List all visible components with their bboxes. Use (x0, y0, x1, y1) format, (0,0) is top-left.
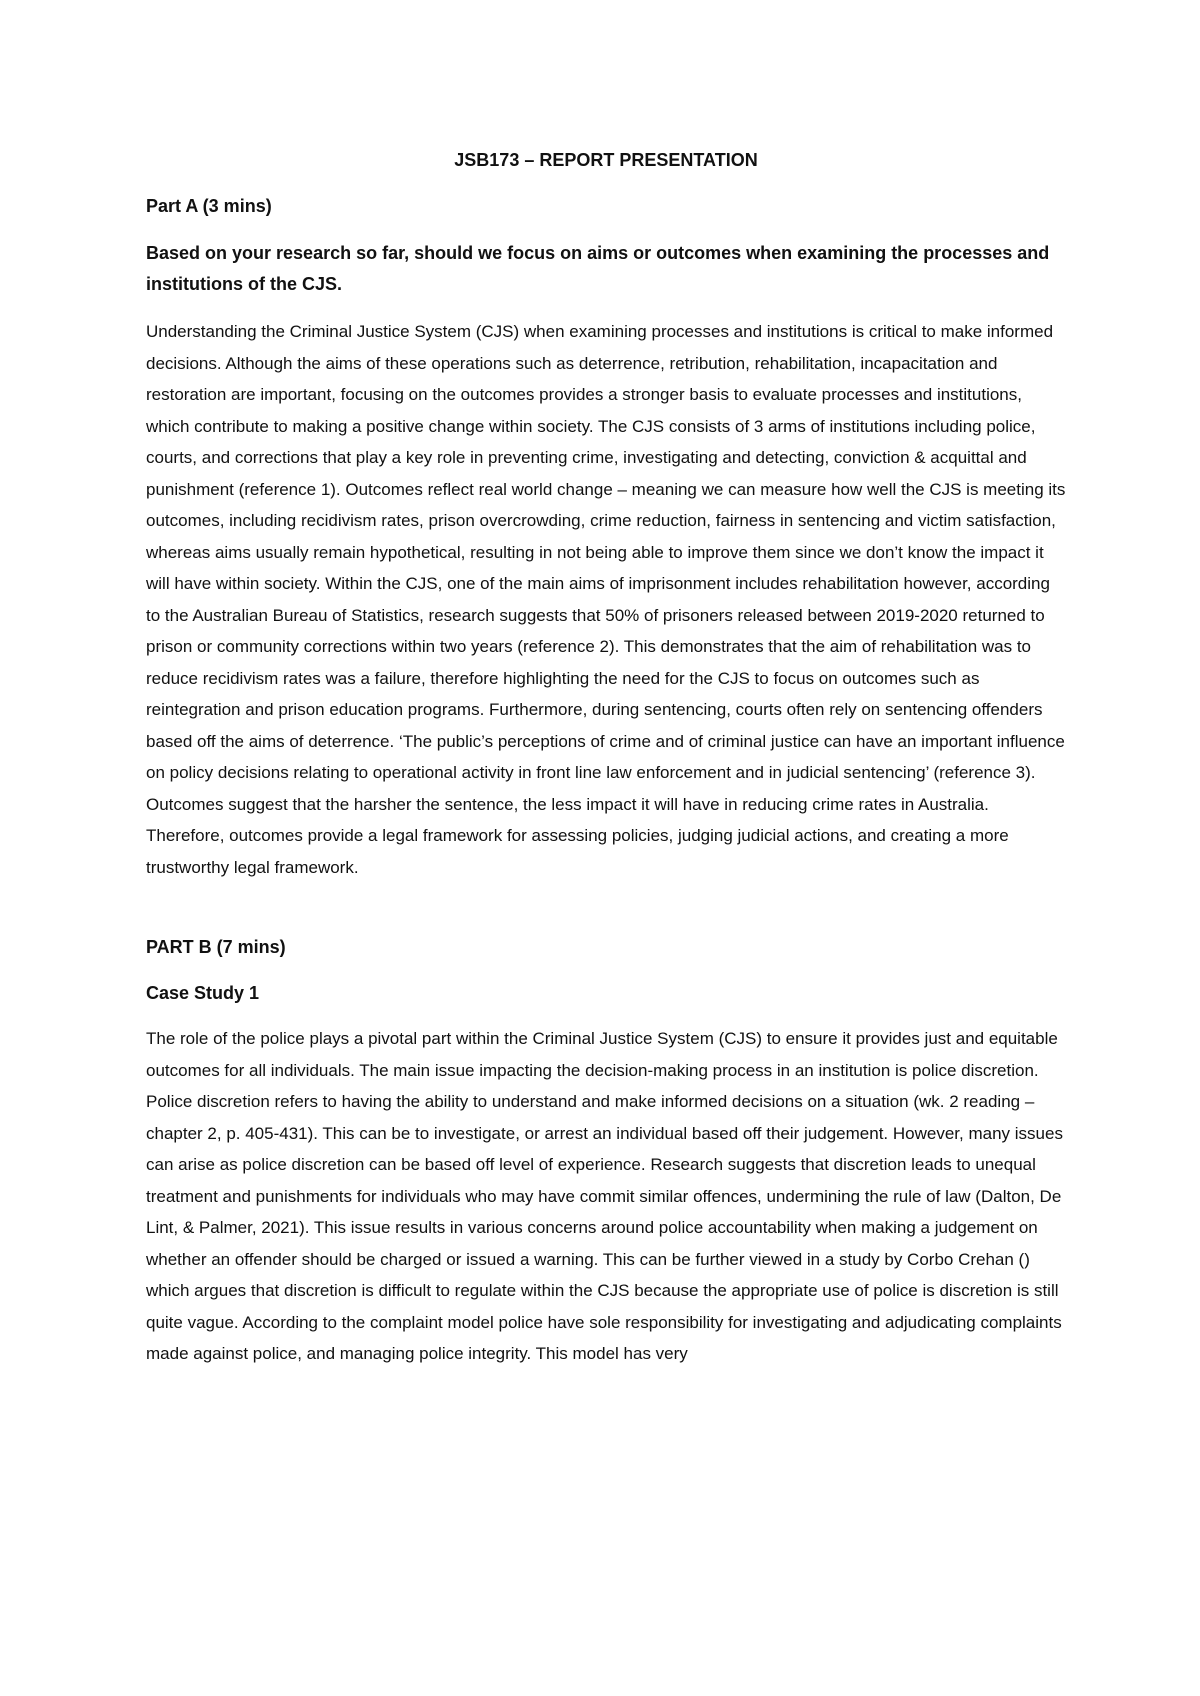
part-b-body: The role of the police plays a pivotal part within the Criminal Justice System (CJS) to ensure it provides just and equitable outcomes for all individuals. The main issue impacting the decision-making process in an institution is police discretion. Police discretion refers to having the ability to understand and make informed decisions on a situation (wk. 2 reading – chapter 2, p. 405-431). This can be to investigate, or arrest an individual based off their judgement. However, many issues can arise as police discretion can be based off level of experience. Research suggests that discretion leads to unequal treatment and punishments for individuals who may have commit similar offences, undermining the rule of law (Dalton, De Lint, & Palmer, 2021). This issue results in various concerns around police accountability when making a judgement on whether an offender should be charged or issued a warning. This can be further viewed in a study by Corbo Crehan () which argues that discretion is difficult to regulate within the CJS because the appropriate use of police is discretion is still quite vague. According to the complaint model police have sole responsibility for investigating and adjudicating complaints made against police, and managing police integrity. This model has very (146, 1029, 1063, 1363)
part-b-heading: PART B (7 mins) (146, 937, 286, 957)
part-a-body: Understanding the Criminal Justice System (CJS) when examining processes and institutions is critical to make informed decisions. Although the aims of these operations such as deterrence, retribution, rehabilitation, incapacitation and restoration are important, focusing on the outcomes provides a stronger basis to evaluate processes and institutions, which contribute to making a positive change within society. The CJS consists of 3 arms of institutions including police, courts, and corrections that play a key role in preventing crime, investigating and detecting, conviction & acquittal and punishment (reference 1). Outcomes reflect real world change – meaning we can measure how well the CJS is meeting its outcomes, including recidivism rates, prison overcrowding, crime reduction, fairness in sentencing and victim satisfaction, whereas aims usually remain hypothetical, resulting in not being able to improve them since we don’t know the impact it will have within society. Within the CJS, one of the main aims of imprisonment includes rehabilitation however, according to the Australian Bureau of Statistics, research suggests that 50% of prisoners released between 2019-2020 returned to prison or community corrections within two years (reference 2). This demonstrates that the aim of rehabilitation was to reduce recidivism rates was a failure, therefore highlighting the need for the CJS to focus on outcomes such as reintegration and prison education programs. Furthermore, during sentencing, courts often rely on sentencing offenders based off the aims of deterrence. ‘The public’s perceptions of crime and of criminal justice can have an important influence on policy decisions relating to operational activity in front line law enforcement and in judicial sentencing’ (reference 3). Outcomes suggest that the harsher the sentence, the less impact it will have in reducing crime rates in Australia. Therefore, outcomes provide a legal framework for assessing policies, judging judicial actions, and creating a more trustworthy legal framework. (146, 322, 1066, 877)
part-a-question: Based on your research so far, should we focus on aims or outcomes when examining the processes and institutions of the CJS. (146, 243, 1050, 294)
part-a-heading: Part A (3 mins) (146, 196, 272, 216)
document-title: JSB173 – REPORT PRESENTATION (454, 150, 758, 170)
case-study-heading: Case Study 1 (146, 983, 260, 1003)
document-page (146, 146, 1066, 1370)
section-spacer (146, 883, 1066, 933)
